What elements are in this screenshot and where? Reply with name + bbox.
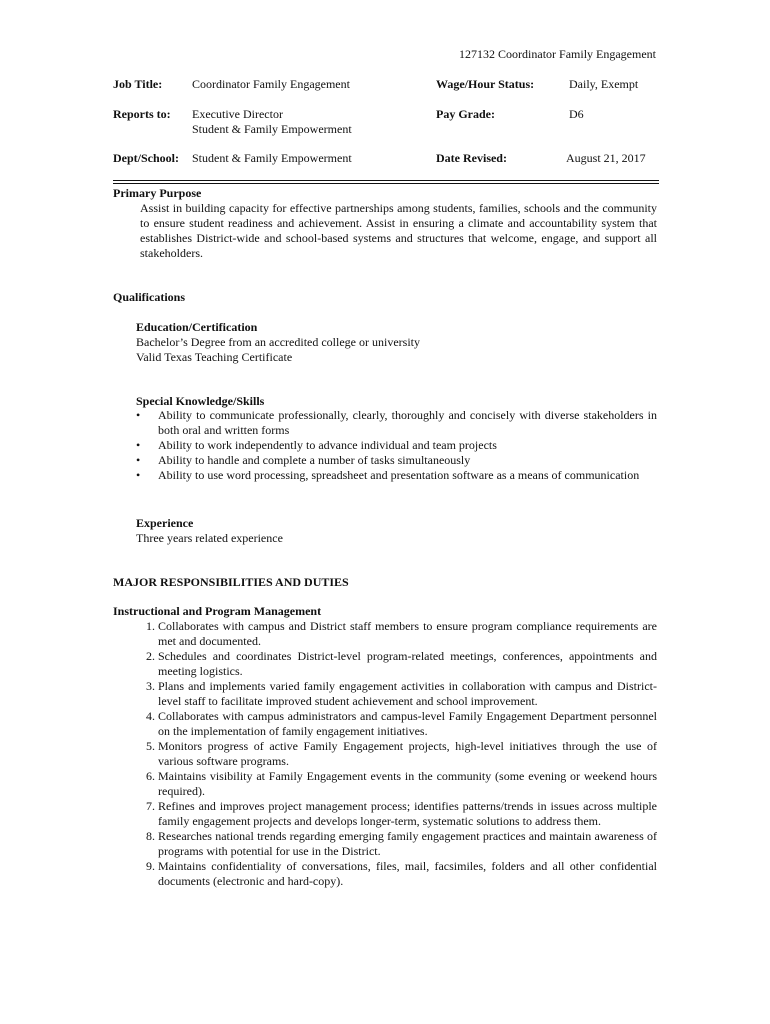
duty-number: 8. bbox=[146, 829, 155, 843]
duty-text: Plans and implements varied family engagement activities in collaboration with campus and District-level staff to facilitate improved student achievement and school improvement. bbox=[158, 679, 657, 708]
duty-number: 2. bbox=[146, 649, 155, 663]
duty-text: Schedules and coordinates District-level program-related meetings, conferences, appointments and meeting logistics. bbox=[158, 649, 657, 678]
duties-heading: MAJOR RESPONSIBILITIES AND DUTIES bbox=[113, 575, 349, 589]
reports-to-line1: Executive Director bbox=[192, 107, 283, 121]
duty-number: 3. bbox=[146, 679, 155, 693]
skills-heading: Special Knowledge/Skills bbox=[136, 394, 265, 408]
duty-item bbox=[113, 769, 657, 799]
primary-purpose-text: Assist in building capacity for effective partnerships among students, families, schools and the community to ensure student readiness and achievement. Assist in ensuring a climate and accountability system that establishes District-wide and school-based systems and structures that welcome, engage, and support all stakeholders. bbox=[140, 201, 657, 260]
duties-subheading: Instructional and Program Management bbox=[113, 604, 322, 618]
skill-item: • Ability to handle and complete a number of tasks simultaneously bbox=[136, 453, 657, 468]
duty-number: 9. bbox=[146, 859, 155, 873]
job-title-label: Job Title: bbox=[113, 77, 163, 91]
header-rule-bottom bbox=[113, 183, 659, 184]
education-item: Valid Texas Teaching Certificate bbox=[136, 350, 293, 364]
skill-item: • Ability to use word processing, spreadsheet and presentation software as a means of communication bbox=[136, 468, 657, 483]
duty-number: 7. bbox=[146, 799, 155, 813]
date-revised-label: Date Revised: bbox=[436, 151, 507, 165]
job-title-value: Coordinator Family Engagement bbox=[192, 77, 350, 91]
education-heading: Education/Certification bbox=[136, 320, 258, 334]
duty-item bbox=[113, 859, 657, 889]
skill-item: • Ability to work independently to advance individual and team projects bbox=[136, 438, 657, 453]
pay-grade-value: D6 bbox=[569, 107, 584, 121]
duty-text: Monitors progress of active Family Engagement projects, high-level initiatives through the use of various software programs. bbox=[158, 739, 657, 768]
duty-item bbox=[113, 679, 657, 709]
experience-text: Three years related experience bbox=[136, 531, 283, 545]
duty-text: Collaborates with campus administrators and campus-level Family Engagement Department personnel on the implementation of family engagement initiatives. bbox=[158, 709, 657, 738]
primary-purpose-heading: Primary Purpose bbox=[113, 186, 202, 200]
duty-text: Researches national trends regarding emerging family engagement practices and maintain awareness of programs with potential for use in the District. bbox=[158, 829, 657, 858]
qualifications-heading: Qualifications bbox=[113, 290, 186, 304]
duty-number: 1. bbox=[146, 619, 155, 633]
duty-item bbox=[113, 739, 657, 769]
skill-item: • Ability to communicate professionally, clearly, thoroughly and concisely with diverse stakeholders in both oral and written forms bbox=[136, 408, 657, 438]
duties-list bbox=[113, 619, 657, 889]
dept-school-value: Student & Family Empowerment bbox=[192, 151, 352, 165]
duty-item bbox=[113, 829, 657, 859]
wage-status-label: Wage/Hour Status: bbox=[436, 77, 535, 91]
duty-text: Refines and improves project management process; identifies patterns/trends in issues across multiple family engagement projects and develops longer-term, systematic solutions to address them. bbox=[158, 799, 657, 828]
pay-grade-label: Pay Grade: bbox=[436, 107, 495, 121]
date-revised-value: August 21, 2017 bbox=[566, 151, 646, 165]
duty-item bbox=[113, 649, 657, 679]
duty-text: Maintains confidentiality of conversations, files, mail, facsimiles, folders and all other confidential documents (electronic and hard-copy). bbox=[158, 859, 657, 888]
skills-list bbox=[136, 408, 657, 483]
duty-number: 4. bbox=[146, 709, 155, 723]
duty-item bbox=[113, 709, 657, 739]
dept-school-label: Dept/School: bbox=[113, 151, 179, 165]
document-id: 127132 Coordinator Family Engagement bbox=[459, 47, 656, 61]
duty-item bbox=[113, 799, 657, 829]
duty-text: Collaborates with campus and District staff members to ensure program compliance requirements are met and documented. bbox=[158, 619, 657, 648]
reports-to-line2: Student & Family Empowerment bbox=[192, 122, 352, 136]
duty-item bbox=[113, 619, 657, 649]
duty-number: 6. bbox=[146, 769, 155, 783]
education-item: Bachelor’s Degree from an accredited college or university bbox=[136, 335, 420, 349]
header-rule-top bbox=[113, 180, 659, 181]
experience-heading: Experience bbox=[136, 516, 194, 530]
wage-status-value: Daily, Exempt bbox=[569, 77, 639, 91]
reports-to-label: Reports to: bbox=[113, 107, 171, 121]
duty-number: 5. bbox=[146, 739, 155, 753]
duty-text: Maintains visibility at Family Engagement events in the community (some evening or weekend hours required). bbox=[158, 769, 657, 798]
